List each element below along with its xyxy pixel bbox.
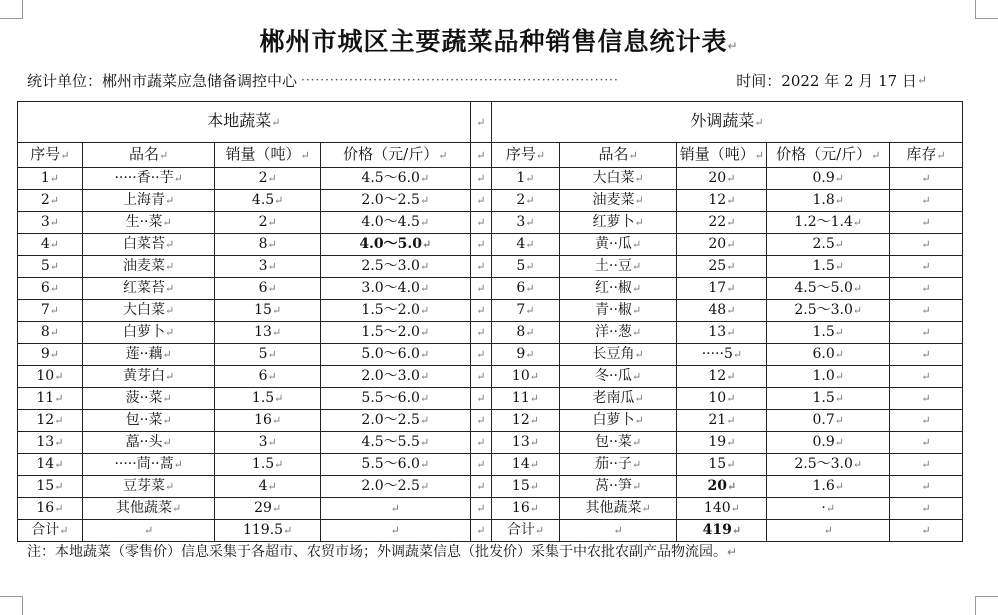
document-title-text: 郴州市城区主要蔬菜品种销售信息统计表 [259, 27, 728, 56]
remote-price-cell: 0.9↵ [767, 168, 890, 190]
remote-name-cell: 冬··瓜↵ [559, 366, 676, 388]
col-header-volume: 销量（吨）↵ [677, 143, 767, 168]
remote-stock-cell: ↵ [889, 190, 962, 212]
local-price-cell: 4.5～5.5↵ [320, 432, 470, 454]
remote-price-cell: 2.5～3.0↵ [767, 454, 890, 476]
local-no-cell: 13↵ [18, 432, 83, 454]
gap-cell: ↵ [470, 410, 491, 432]
local-name-cell: 莲··藕↵ [82, 344, 215, 366]
footnote-text: 注：本地蔬菜（零售价）信息采集于各超市、农贸市场；外调蔬菜信息（批发价）采集于中农批农副产品物流园。 [27, 544, 727, 560]
remote-no-cell: 8↵ [492, 322, 560, 344]
table-column-header-row [18, 143, 963, 168]
local-name-cell: 白萝卜↵ [82, 322, 215, 344]
local-price-cell: 5.5～6.0↵ [320, 388, 470, 410]
col-header-name: 品名↵ [559, 143, 676, 168]
gap-cell: ↵ [470, 520, 491, 542]
crop-mark-top-left [0, 0, 23, 19]
local-price-cell: 1.5～2.0↵ [320, 322, 470, 344]
remote-name-cell: 土··豆↵ [559, 256, 676, 278]
gap-cell: ↵ [470, 498, 491, 520]
remote-volume-cell: 15↵ [677, 454, 767, 476]
remote-name-cell: 青··椒↵ [559, 300, 676, 322]
remote-name-cell: 白萝卜↵ [559, 410, 676, 432]
remote-price-cell: 2.5↵ [767, 234, 890, 256]
local-price-cell: 4.0～5.0↵ [320, 234, 470, 256]
remote-stock-cell: ↵ [889, 366, 962, 388]
paragraph-mark: ↵ [916, 73, 927, 87]
table-row [18, 388, 963, 410]
local-name-cell: 藠··头↵ [82, 432, 215, 454]
remote-stock-cell: ↵ [889, 410, 962, 432]
crop-mark-bottom-left [0, 596, 23, 615]
remote-stock-cell: ↵ [889, 300, 962, 322]
vegetable-sales-table [17, 101, 963, 542]
local-volume-cell: 2↵ [215, 212, 320, 234]
local-price-cell: ↵ [320, 498, 470, 520]
local-no-cell: 9↵ [18, 344, 83, 366]
paragraph-mark: ↵ [727, 545, 738, 559]
gap-cell: ↵ [470, 278, 491, 300]
remote-total-label: 合计↵ [492, 520, 560, 542]
table-row [18, 300, 963, 322]
remote-no-cell: 7↵ [492, 300, 560, 322]
local-volume-cell: 6↵ [215, 278, 320, 300]
local-volume-cell: 16↵ [215, 410, 320, 432]
table-row [18, 410, 963, 432]
local-no-cell: 3↵ [18, 212, 83, 234]
table-row [18, 454, 963, 476]
local-volume-cell: 4↵ [215, 476, 320, 498]
local-name-cell: 其他蔬菜↵ [82, 498, 215, 520]
remote-stock-cell: ↵ [889, 256, 962, 278]
remote-stock-cell: ↵ [889, 388, 962, 410]
local-name-cell: 菠··菜↵ [82, 388, 215, 410]
col-header-name: 品名↵ [82, 143, 215, 168]
remote-no-cell: 9↵ [492, 344, 560, 366]
remote-volume-cell: 140↵ [677, 498, 767, 520]
local-price-cell: 1.5～2.0↵ [320, 300, 470, 322]
remote-total-empty: ↵ [767, 520, 890, 542]
local-name-cell: 包··菜↵ [82, 410, 215, 432]
local-name-cell: 红菜苔↵ [82, 278, 215, 300]
remote-no-cell: 16↵ [492, 498, 560, 520]
local-no-cell: 10↵ [18, 366, 83, 388]
local-total-volume: 119.5↵ [215, 520, 320, 542]
remote-no-cell: 13↵ [492, 432, 560, 454]
remote-name-cell: 其他蔬菜↵ [559, 498, 676, 520]
gap-cell: ↵ [470, 256, 491, 278]
remote-no-cell: 10↵ [492, 366, 560, 388]
gap-cell: ↵ [470, 388, 491, 410]
local-volume-cell: 3↵ [215, 432, 320, 454]
local-volume-cell: 1.5↵ [215, 388, 320, 410]
remote-volume-cell: ·····5↵ [677, 344, 767, 366]
remote-stock-cell: ↵ [889, 344, 962, 366]
remote-price-cell: 1.6↵ [767, 476, 890, 498]
remote-no-cell: 4↵ [492, 234, 560, 256]
remote-no-cell: 12↵ [492, 410, 560, 432]
gap-cell: ↵ [470, 168, 491, 190]
gap-cell: ↵ [470, 344, 491, 366]
table-row [18, 476, 963, 498]
local-volume-cell: 4.5↵ [215, 190, 320, 212]
remote-stock-cell: ↵ [889, 322, 962, 344]
remote-name-cell: 大白菜↵ [559, 168, 676, 190]
remote-name-cell: 洋··葱↵ [559, 322, 676, 344]
local-name-cell: ·····香··芋↵ [82, 168, 215, 190]
remote-price-cell: 1.0↵ [767, 366, 890, 388]
gap-cell: ↵ [470, 234, 491, 256]
local-no-cell: 14↵ [18, 454, 83, 476]
remote-no-cell: 2↵ [492, 190, 560, 212]
remote-no-cell: 3↵ [492, 212, 560, 234]
gap-cell: ↵ [470, 102, 491, 143]
local-volume-cell: 8↵ [215, 234, 320, 256]
remote-price-cell: 1.5↵ [767, 388, 890, 410]
local-total-empty: ↵ [82, 520, 215, 542]
remote-price-cell: 1.8↵ [767, 190, 890, 212]
remote-volume-cell: 20↵ [677, 234, 767, 256]
remote-volume-cell: 10↵ [677, 388, 767, 410]
local-price-cell: 2.0～2.5↵ [320, 190, 470, 212]
local-volume-cell: 6↵ [215, 366, 320, 388]
paragraph-mark: ↵ [727, 39, 739, 53]
remote-no-cell: 5↵ [492, 256, 560, 278]
local-name-cell: 白菜苔↵ [82, 234, 215, 256]
local-no-cell: 5↵ [18, 256, 83, 278]
local-total-empty: ↵ [320, 520, 470, 542]
remote-volume-cell: 17↵ [677, 278, 767, 300]
remote-stock-cell: ↵ [889, 476, 962, 498]
remote-volume-cell: 48↵ [677, 300, 767, 322]
local-no-cell: 1↵ [18, 168, 83, 190]
remote-name-cell: 老南瓜↵ [559, 388, 676, 410]
local-name-cell: 大白菜↵ [82, 300, 215, 322]
remote-no-cell: 14↵ [492, 454, 560, 476]
col-header-no: 序号↵ [492, 143, 560, 168]
local-name-cell: 油麦菜↵ [82, 256, 215, 278]
col-header-stock: 库存↵ [889, 143, 962, 168]
local-volume-cell: 1.5↵ [215, 454, 320, 476]
local-volume-cell: 3↵ [215, 256, 320, 278]
remote-no-cell: 15↵ [492, 476, 560, 498]
remote-no-cell: 1↵ [492, 168, 560, 190]
local-volume-cell: 13↵ [215, 322, 320, 344]
remote-name-cell: 红··椒↵ [559, 278, 676, 300]
remote-total-volume: 419↵ [677, 520, 767, 542]
local-price-cell: 2.0～2.5↵ [320, 410, 470, 432]
local-price-cell: 4.5～6.0↵ [320, 168, 470, 190]
table-row [18, 432, 963, 454]
table-row [18, 278, 963, 300]
local-no-cell: 12↵ [18, 410, 83, 432]
remote-price-cell: 0.9↵ [767, 432, 890, 454]
remote-vegetables-header: 外调蔬菜↵ [492, 102, 963, 143]
remote-stock-cell: ↵ [889, 278, 962, 300]
local-no-cell: 15↵ [18, 476, 83, 498]
remote-stock-cell: ↵ [889, 168, 962, 190]
remote-volume-cell: 22↵ [677, 212, 767, 234]
document-title [0, 22, 998, 58]
remote-price-cell: ·↵ [767, 498, 890, 520]
remote-name-cell: 包··菜↵ [559, 432, 676, 454]
local-name-cell: 生··菜↵ [82, 212, 215, 234]
remote-stock-cell: ↵ [889, 432, 962, 454]
remote-name-cell: 红萝卜↵ [559, 212, 676, 234]
gap-cell: ↵ [470, 300, 491, 322]
table-row [18, 190, 963, 212]
gap-cell: ↵ [470, 454, 491, 476]
table-row [18, 168, 963, 190]
remote-name-cell: 莴··笋↵ [559, 476, 676, 498]
gap-cell: ↵ [470, 432, 491, 454]
local-no-cell: 2↵ [18, 190, 83, 212]
remote-stock-cell: ↵ [889, 234, 962, 256]
remote-price-cell: 4.5～5.0↵ [767, 278, 890, 300]
remote-name-cell: 油麦菜↵ [559, 190, 676, 212]
remote-volume-cell: 21↵ [677, 410, 767, 432]
document-meta-line [27, 68, 927, 92]
col-header-no: 序号↵ [18, 143, 83, 168]
gap-cell: ↵ [470, 322, 491, 344]
gap-cell: ↵ [470, 212, 491, 234]
remote-name-cell: 长豆角↵ [559, 344, 676, 366]
remote-volume-cell: 12↵ [677, 190, 767, 212]
local-volume-cell: 2↵ [215, 168, 320, 190]
remote-volume-cell: 13↵ [677, 322, 767, 344]
remote-price-cell: 1.2～1.4↵ [767, 212, 890, 234]
gap-cell: ↵ [470, 143, 491, 168]
gap-cell: ↵ [470, 476, 491, 498]
local-volume-cell: 29↵ [215, 498, 320, 520]
footnote [27, 541, 737, 561]
remote-name-cell: 茄··子↵ [559, 454, 676, 476]
table-total-row [18, 520, 963, 542]
local-no-cell: 16↵ [18, 498, 83, 520]
table-row [18, 234, 963, 256]
remote-stock-cell: ↵ [889, 498, 962, 520]
col-header-volume: 销量（吨）↵ [215, 143, 320, 168]
crop-mark-bottom-right [975, 596, 998, 615]
remote-name-cell: 黄··瓜↵ [559, 234, 676, 256]
local-no-cell: 11↵ [18, 388, 83, 410]
local-total-label: 合计↵ [18, 520, 83, 542]
table-row [18, 344, 963, 366]
report-date: 时间：2022 年 2 月 17 日 [736, 71, 917, 90]
col-header-price: 价格（元/斤）↵ [320, 143, 470, 168]
local-no-cell: 6↵ [18, 278, 83, 300]
remote-price-cell: 2.5～3.0↵ [767, 300, 890, 322]
remote-price-cell: 0.7↵ [767, 410, 890, 432]
remote-total-empty: ↵ [889, 520, 962, 542]
remote-no-cell: 11↵ [492, 388, 560, 410]
local-price-cell: 2.5～3.0↵ [320, 256, 470, 278]
remote-stock-cell: ↵ [889, 212, 962, 234]
local-price-cell: 5.5～6.0↵ [320, 454, 470, 476]
statistics-unit: 统计单位：郴州市蔬菜应急储备调控中心 [27, 71, 298, 90]
local-no-cell: 8↵ [18, 322, 83, 344]
table-row [18, 212, 963, 234]
remote-no-cell: 6↵ [492, 278, 560, 300]
local-volume-cell: 15↵ [215, 300, 320, 322]
remote-price-cell: 6.0↵ [767, 344, 890, 366]
remote-volume-cell: 20↵ [677, 168, 767, 190]
table-row [18, 498, 963, 520]
table-group-header-row [18, 102, 963, 143]
local-no-cell: 7↵ [18, 300, 83, 322]
local-name-cell: ·····茼··蒿↵ [82, 454, 215, 476]
local-price-cell: 2.0～2.5↵ [320, 476, 470, 498]
local-name-cell: 黄芽白↵ [82, 366, 215, 388]
local-no-cell: 4↵ [18, 234, 83, 256]
local-name-cell: 上海青↵ [82, 190, 215, 212]
remote-price-cell: 1.5↵ [767, 256, 890, 278]
gap-cell: ↵ [470, 190, 491, 212]
remote-volume-cell: 20↵ [677, 476, 767, 498]
table-row [18, 366, 963, 388]
remote-price-cell: 1.5↵ [767, 322, 890, 344]
gap-cell: ↵ [470, 366, 491, 388]
local-volume-cell: 5↵ [215, 344, 320, 366]
remote-volume-cell: 12↵ [677, 366, 767, 388]
local-price-cell: 5.0～6.0↵ [320, 344, 470, 366]
table-row [18, 322, 963, 344]
local-vegetables-header: 本地蔬菜↵ [18, 102, 471, 143]
remote-total-empty: ↵ [559, 520, 676, 542]
crop-mark-top-right [975, 0, 998, 19]
local-price-cell: 3.0～4.0↵ [320, 278, 470, 300]
local-name-cell: 豆芽菜↵ [82, 476, 215, 498]
remote-stock-cell: ↵ [889, 454, 962, 476]
local-price-cell: 2.0～3.0↵ [320, 366, 470, 388]
table-row [18, 256, 963, 278]
remote-volume-cell: 25↵ [677, 256, 767, 278]
col-header-price: 价格（元/斤）↵ [767, 143, 890, 168]
leader-dots: ·································································· [301, 73, 619, 87]
remote-volume-cell: 19↵ [677, 432, 767, 454]
local-price-cell: 4.0～4.5↵ [320, 212, 470, 234]
